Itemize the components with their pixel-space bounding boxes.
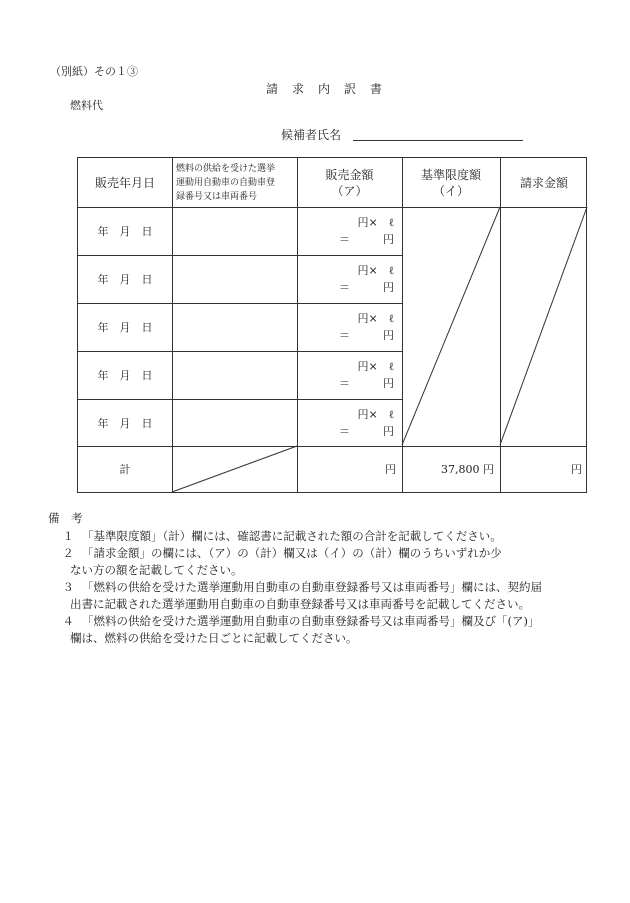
header-sale-date: 販売年月日: [94, 176, 155, 190]
row-date: 年 月 日: [97, 369, 153, 382]
candidate-name-label: 候補者氏名: [281, 128, 342, 142]
row-sales-amount[interactable]: 円× ℓ ＝ 円: [339, 264, 394, 294]
row-sales-amount[interactable]: 円× ℓ ＝ 円: [339, 360, 394, 390]
document-title: 請求内訳書: [266, 82, 397, 96]
row-vehicle-input[interactable]: [172, 303, 297, 351]
row-date: 年 月 日: [97, 416, 153, 430]
row-date: 年 月 日: [97, 321, 153, 334]
total-standard-limit: 37,800 円: [441, 463, 494, 476]
row-vehicle-input[interactable]: [172, 351, 297, 399]
row-sales-amount[interactable]: 円× ℓ ＝ 円: [339, 407, 394, 438]
candidate-name-field[interactable]: [353, 140, 523, 141]
note-item: ４ 「燃料の供給を受けた選挙運動用自動車の自動車登録番号又は車両番号」欄及び「(ア)」 欄は、燃料の供給を受けた日ごとに記載してください。: [62, 614, 540, 645]
note-item: ３ 「燃料の供給を受けた選挙運動用自動車の自動車登録番号又は車両番号」欄には、契約届 出書に記載された選挙運動用自動車の自動車登録番号又は車両番号を記載してください。: [62, 580, 542, 611]
attachment-label: （別紙）その１③: [50, 65, 138, 78]
row-date: 年 月 日: [97, 273, 153, 286]
header-standard-limit: 基準限度額 （イ）: [420, 167, 481, 198]
row-sales-amount[interactable]: 円× ℓ ＝ 円: [339, 216, 394, 246]
total-label: 計: [119, 463, 131, 476]
header-vehicle-number: 燃料の供給を受けた選挙 運動用自動車の自動車登 録番号又は車両番号: [176, 163, 276, 202]
row-vehicle-input[interactable]: [172, 207, 297, 255]
note-item: １ 「基準限度額」（計）欄には、確認書に記載された額の合計を記載してください。: [62, 529, 502, 543]
note-item: ２ 「請求金額」の欄には、（ア）の（計）欄又は（イ）の（計）欄のうちいずれか少 ない方の額を記載してください。: [62, 546, 502, 577]
header-claim-amount: 請求金額: [519, 176, 568, 190]
row-vehicle-input[interactable]: [172, 255, 297, 303]
category-label: 燃料代: [70, 99, 103, 112]
claim-breakdown-table: [77, 157, 587, 493]
notes-section: [48, 510, 542, 647]
row-vehicle-input[interactable]: [172, 399, 297, 446]
total-sales-amount[interactable]: 円: [385, 463, 396, 476]
notes-heading: 備 考: [48, 511, 83, 525]
row-sales-amount[interactable]: 円× ℓ ＝ 円: [339, 312, 394, 342]
row-date: 年 月 日: [97, 225, 153, 238]
total-claim-amount[interactable]: 円: [571, 463, 582, 476]
header-sales-amount: 販売金額 （ア）: [325, 167, 374, 198]
